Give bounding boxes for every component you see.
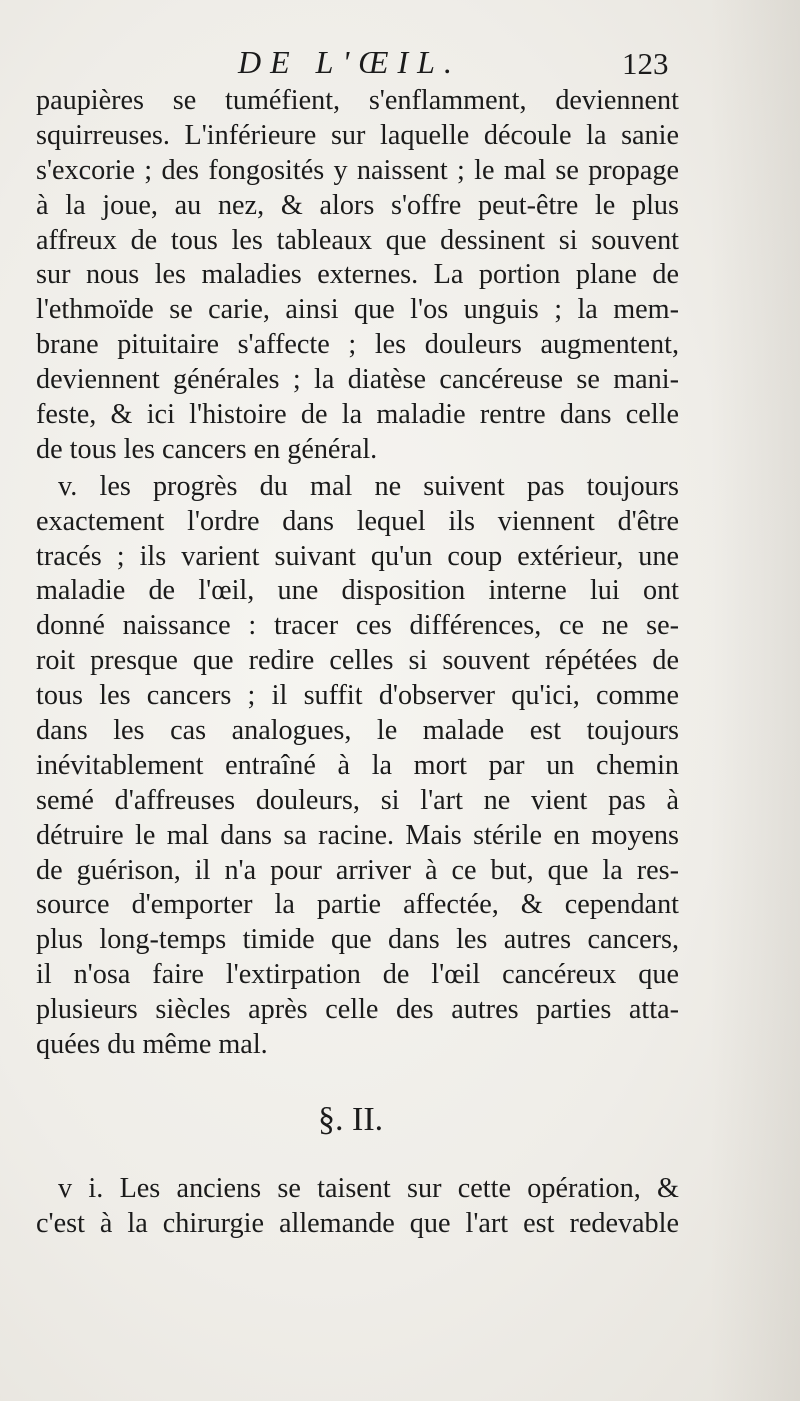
text-line: c'est à la chirurgie allemande que l'art est redevable [36,1207,679,1239]
paragraph-3 [36,1172,679,1207]
text-line: à la joue, au nez, & alors s'offre peut-être le plus [36,189,679,221]
paragraph-3-continued [36,1207,679,1242]
text-line: feste, & ici l'histoire de la maladie rentre dans celle [36,399,679,431]
page-edge-shadow [710,0,800,1401]
text-line: roit presque que redire celles si souvent répétées de [36,645,679,677]
text-line: v i. Les anciens se taisent sur cette opération, & [58,1173,679,1204]
text-line: plusieurs siècles après celle des autres parties atta- [36,994,679,1026]
paragraph-2 [36,470,679,505]
text-line: maladie de l'œil, une disposition interne lui ont [36,575,679,607]
text-line: dans les cas analogues, le malade est toujours [36,715,679,747]
section-heading: §. II. [318,1101,384,1138]
text-line: il n'osa faire l'extirpation de l'œil cancéreux que [36,959,679,991]
text-line: squirreuses. L'inférieure sur laquelle découle la sanie [36,119,679,151]
text-line: paupières se tuméfient, s'enflamment, deviennent [36,85,679,116]
text-line: de tous les cancers en général. [36,433,378,465]
text-line: affreux de tous les tableaux que dessinent si souvent [36,224,679,256]
text-line: deviennent générales ; la diatèse cancéreuse se mani- [36,364,679,396]
text-line: s'excorie ; des fongosités y naissent ; le mal se propage [36,154,679,186]
section-body-text [36,1172,679,1242]
text-line: inévitablement entraîné à la mort par un chemin [36,749,679,781]
paragraph-1 [36,84,679,468]
text-line: semé d'affreuses douleurs, si l'art ne vient pas à [36,784,679,816]
text-line: v. les progrès du mal ne suivent pas toujours [58,470,679,502]
text-line: détruire le mal dans sa racine. Mais stérile en moyens [36,819,679,851]
text-line: source d'emporter la partie affectée, & cependant [36,889,679,921]
text-line: exactement l'ordre dans lequel ils viennent d'être [36,505,679,537]
text-line: de guérison, il n'a pour arriver à ce but, que la res- [36,854,679,886]
text-line: brane pituitaire s'affecte ; les douleurs augmentent, [36,329,679,361]
text-line: tous les cancers ; il suffit d'observer qu'ici, comme [36,680,679,712]
page-number: 123 [622,46,669,81]
body-text [36,84,679,1063]
running-head: DE L'ŒIL. [238,44,461,80]
text-line: tracés ; ils varient suivant qu'un coup extérieur, une [36,540,679,572]
text-line: l'ethmoïde se carie, ainsi que l'os unguis ; la mem- [36,294,679,326]
text-line: quées du même mal. [36,1029,268,1061]
text-line: donné naissance : tracer ces différences, ce ne se- [36,610,679,642]
text-line: plus long-temps timide que dans les autres cancers, [36,924,679,956]
paragraph-2-continued [36,505,679,1063]
text-line: sur nous les maladies externes. La portion plane de [36,259,679,291]
